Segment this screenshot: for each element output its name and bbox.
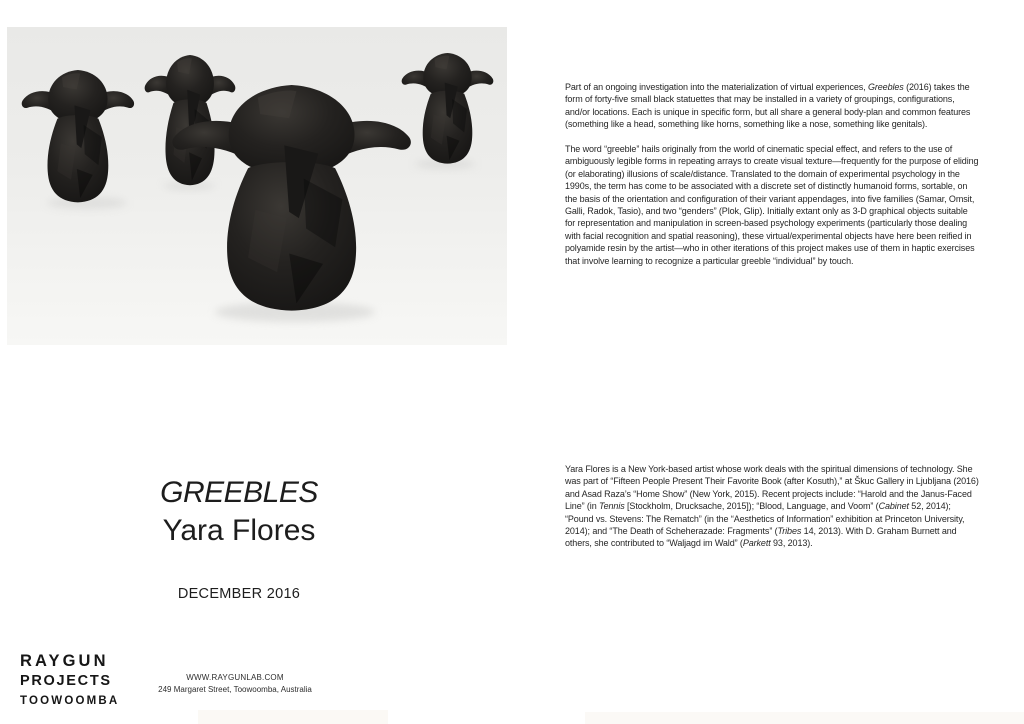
artist-bio [565, 463, 979, 550]
intro-text [565, 81, 979, 267]
street-address: 249 Margaret Street, Toowoomba, Australia [158, 685, 312, 694]
greeble-statuettes-illustration [7, 27, 507, 345]
contact-info [130, 672, 340, 696]
bio-paragraph: Yara Flores is a New York-based artist whose work deals with the spiritual dimensions of technology. She was part of “Fifteen People Present Their Favorite Book (after Kosuth),” at Škuc Gallery in Ljubljana (2016) and Asad Raza’s “Home Show” (New York, 2015). Recent projects include: “Harold and the Janus-Faced Line” (in Tennis [Stockholm, Drucksache, 2015]); “Blood, Language, and Voom” (Cabinet 52, 2014); “Pound vs. Stevens: The Rematch” (in the “Aesthetics of Information” exhibition at Princeton University, 2014); and “The Death of Scheherazade: Fragments” (Tribes 14, 2013). With D. Graham Burnett and others, she contributed to “Waljagd im Wald” (Parkett 93, 2013). [565, 464, 979, 549]
exhibition-title: GREEBLES [160, 476, 318, 509]
logo-line-raygun: RAYGUN [20, 652, 109, 670]
exhibition-date: DECEMBER 2016 [177, 586, 301, 602]
logo-line-projects: PROJECTS [20, 673, 112, 689]
title-block [99, 474, 379, 602]
artist-name: Yara Flores [162, 514, 316, 547]
logo-line-toowoomba: TOOWOOMBA [20, 695, 120, 707]
intro-paragraph-2: The word “greeble” hails originally from the world of cinematic special effect, and refers to the use of ambiguously legible forms in repeating arrays to create visual texture—frequently for the purpose of eliding (or elaborating) illusions of scale/distance. Translated to the domain of experimental psychology in the 1990s, the term has come to be associated with a discrete set of distinctly humanoid forms, sortable, on the basis of the orientation and configuration of their variant appendages, into five families (Samar, Omsit, Galli, Radok, Tasio), and two “genders” (Plok, Glip). Initially extant only as 3-D graphical objects suitable for representation and manipulation in screen-based psychology experiments (particularly those dealing with facial recognition and spatial reasoning), these virtual/experimental objects have here been reified in polyamide resin by the artist—who in other iterations of this project makes use of them in haptic exercises that involve learning to recognize a particular greeble “individual” by touch. [565, 144, 979, 266]
raygun-logo [20, 651, 119, 711]
website-url: WWW.RAYGUNLAB.COM [186, 673, 284, 682]
scan-smudge [585, 712, 1024, 724]
greebles-photo [7, 27, 507, 345]
intro-paragraph-1: Part of an ongoing investigation into the materialization of virtual experiences, Greebles (2016) takes the form of forty-five small black statuettes that may be installed in a variety of groupings, configurations, and/or locations. Each is unique in specific form, but all share a general body-plan and common features (something like a head, something like horns, something like a nose, something like genitals). [565, 82, 971, 130]
scan-smudge [198, 710, 388, 724]
